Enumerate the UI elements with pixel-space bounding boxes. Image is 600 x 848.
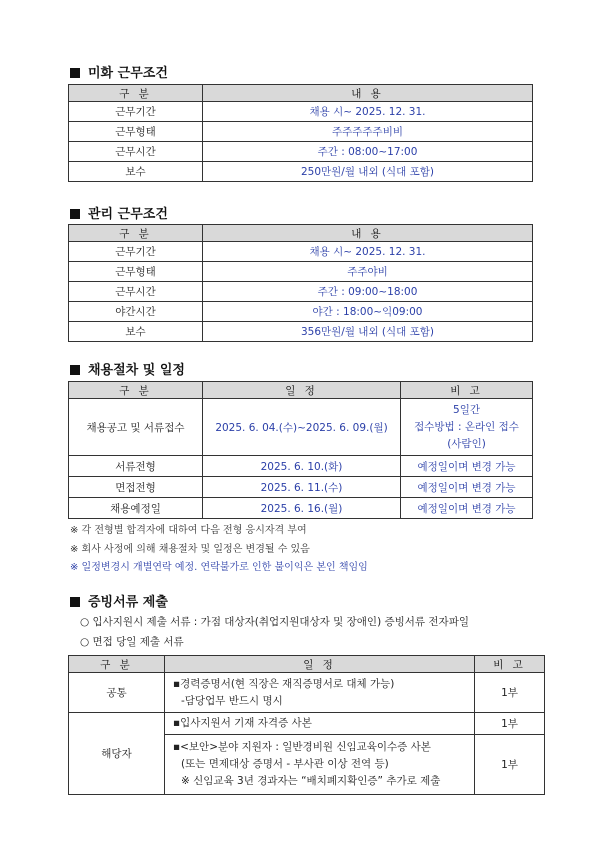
document-line: ▪경력증명서(현 직장은 재직증명서로 대체 가능) (173, 677, 395, 690)
schedule-table (68, 381, 533, 519)
document-description (165, 713, 475, 735)
document-description (165, 673, 475, 713)
row-label: 해당자 (69, 713, 165, 795)
section-title-beauty (70, 62, 168, 81)
square-bullet-icon (70, 365, 80, 375)
header-category: 구 분 (69, 225, 203, 242)
header-remark: 비 고 (475, 656, 545, 673)
header-category: 구 분 (69, 656, 165, 673)
documents-bullet: ○ 면접 당일 제출 서류 (80, 636, 184, 648)
row-value: 주간 : 08:00~17:00 (203, 142, 533, 162)
document-line: -담당업무 반드시 명시 (181, 694, 283, 707)
row-date: 2025. 6. 04.(수)~2025. 6. 09.(월) (203, 399, 401, 456)
row-value: 250만원/월 내외 (식대 포함) (203, 162, 533, 182)
schedule-note: ※ 회사 사정에 의해 채용절차 및 일정은 변경될 수 있음 (70, 544, 310, 555)
row-label: 근무형태 (69, 262, 203, 282)
row-remark: 예정일이며 변경 가능 (401, 456, 533, 477)
row-value: 주주주주주비비 (203, 122, 533, 142)
row-label: 공통 (69, 673, 165, 713)
section-title-schedule (70, 359, 185, 378)
square-bullet-icon (70, 209, 80, 219)
documents-table (68, 655, 545, 795)
row-remark (401, 399, 533, 456)
documents-bullet: ○ 입사지원시 제출 서류 : 가점 대상자(취업지원대상자 및 장애인) 증빙서류 전자파일 (80, 616, 469, 628)
row-value: 채용 시~ 2025. 12. 31. (203, 242, 533, 262)
header-schedule: 일 정 (203, 382, 401, 399)
header-remark: 비 고 (401, 382, 533, 399)
document-line: ▪입사지원서 기재 자격증 사본 (173, 717, 312, 729)
row-date: 2025. 6. 16.(월) (203, 498, 401, 519)
header-category: 구 분 (69, 382, 203, 399)
section-title-documents (70, 591, 168, 610)
section-title-text: 증빙서류 제출 (88, 595, 168, 610)
row-remark: 예정일이며 변경 가능 (401, 498, 533, 519)
header-content: 내 용 (203, 225, 533, 242)
row-remark: 1부 (475, 673, 545, 713)
row-value: 야간 : 18:00~익09:00 (203, 302, 533, 322)
square-bullet-icon (70, 68, 80, 78)
schedule-note: ※ 각 전형별 합격자에 대하여 다음 전형 응시자격 부여 (70, 525, 307, 536)
section-title-text: 채용절차 및 일정 (88, 363, 185, 378)
remark-line: 5일간 (453, 403, 480, 416)
row-label: 근무기간 (69, 102, 203, 122)
row-value: 채용 시~ 2025. 12. 31. (203, 102, 533, 122)
row-label: 보수 (69, 162, 203, 182)
row-label: 면접전형 (69, 477, 203, 498)
header-content: 내 용 (203, 85, 533, 102)
header-category: 구 분 (69, 85, 203, 102)
row-date: 2025. 6. 10.(화) (203, 456, 401, 477)
remark-line: 접수방법 : 온라인 접수 (414, 420, 519, 433)
row-remark: 1부 (475, 735, 545, 795)
row-label: 근무형태 (69, 122, 203, 142)
section-title-text: 관리 근무조건 (88, 207, 168, 222)
document-line: ▪<보안>분야 지원자 : 일반경비원 신임교육이수증 사본 (173, 741, 431, 753)
row-label: 서류전형 (69, 456, 203, 477)
document-description (165, 735, 475, 795)
row-value: 주주야비 (203, 262, 533, 282)
row-label: 근무시간 (69, 282, 203, 302)
schedule-note: ※ 일정변경시 개별연락 예정. 연락불가로 인한 불이익은 본인 책임임 (70, 562, 368, 573)
row-label: 채용예정일 (69, 498, 203, 519)
square-bullet-icon (70, 597, 80, 607)
document-line: (또는 면제대상 증명서 - 부사관 이상 전역 등) (181, 758, 389, 770)
row-remark: 예정일이며 변경 가능 (401, 477, 533, 498)
row-date: 2025. 6. 11.(수) (203, 477, 401, 498)
section-title-management (70, 203, 168, 222)
row-label: 근무기간 (69, 242, 203, 262)
section-title-text: 미화 근무조건 (88, 66, 168, 81)
beauty-conditions-table (68, 84, 533, 182)
row-remark: 1부 (475, 713, 545, 735)
header-schedule: 일 정 (165, 656, 475, 673)
row-label: 채용공고 및 서류접수 (69, 399, 203, 456)
document-line: ※ 신임교육 3년 경과자는 “배치폐지확인증” 추가로 제출 (181, 775, 441, 787)
row-label: 보수 (69, 322, 203, 342)
row-label: 근무시간 (69, 142, 203, 162)
row-value: 주간 : 09:00~18:00 (203, 282, 533, 302)
remark-line: (사람인) (447, 437, 486, 450)
row-label: 야간시간 (69, 302, 203, 322)
management-conditions-table (68, 224, 533, 342)
row-value: 356만원/월 내외 (식대 포함) (203, 322, 533, 342)
